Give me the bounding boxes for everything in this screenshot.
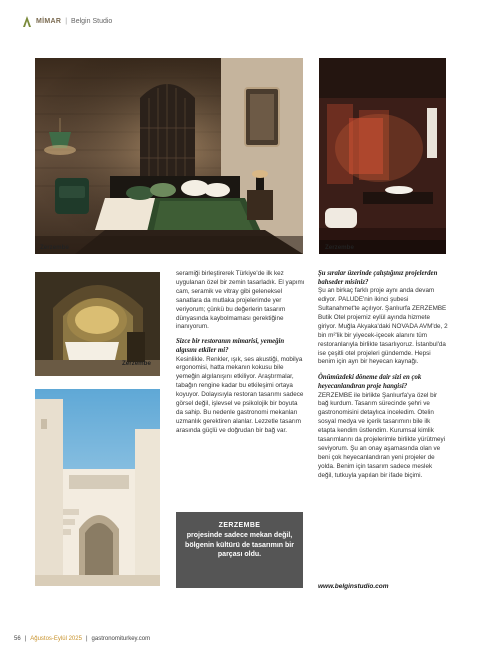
middle-question-1: Sizce bir restoranın mimarisi, yemeğin algısını etkiler mi? [176,338,285,354]
studio-logo-icon [22,15,32,27]
right-question-1: Şu sıralar üzerinde çalıştığınız projelerden bahseder misiniz? [318,270,438,286]
issue-date: Ağustos-Eylül 2025 [30,636,82,642]
page-footer [14,636,150,642]
header-separator: | [65,17,68,25]
magazine-site-link[interactable]: gastronomiturkey.com [91,636,151,642]
pull-quote-body: projesinde sadece mekan değil, bölgenin kültürü de tasarımın bir parçası oldu. [185,532,294,558]
pull-quote-box [176,512,303,588]
section-author: Belgin Studio [71,17,113,25]
main-photo-caption: Zerzembe [40,244,69,251]
right-paragraph-2: ZERZEMBE ile birlikte Şanlıurfa'ya özel bir bağ kurdum. Tasarım sürecinde şehri ve gastronomisini detaylıca inceledim. Otelin sosyal medya ve içerik tasarımını bile ilk etapta kendim üstlendim. Kurumsal kimlik tasarımlarını da projelerimle birlikte yürütmeyi seviyorum. Şu an onay aşamasında olan ve beni çok heyecanlandıran yeni projeler de yolda. Benim için tasarım sadece meslek değil, tutkuyla yapılan bir ifade biçimi. [318,391,446,479]
footer-separator-2: | [85,636,88,642]
pull-quote-title: ZERZEMBE [218,522,261,529]
right-question-2: Önümüzdeki döneme dair sizi en çok heyecanlandıran proje hangisi? [318,374,422,390]
hotel-bedroom-photo [35,58,303,254]
right-photo-caption: Zerzembe [325,244,354,251]
middle-paragraph-2: Kesinlikle. Renkler, ışık, ses akustiği, mobilya ergonomisi, hatta mekanın kokusu bile yemeğin algılanışını etkiliyor. Araştırmalar, tabağın rengine kadar bu etkileşimi ortaya koyuyor. Dolayısıyla restoran tasarımı sadece görsel değil, işlevsel ve psikolojik bir boyuta da sahip. Bu nedenle gastronomi mekanları uzmanlık gerektiren alanlar. Lezzetle tasarım arasında güçlü ve doğrudan bir bağ var. [176,355,304,434]
mid-photo-caption: Zerzembe [122,360,151,367]
right-text-column [318,270,448,481]
courtyard-photo [35,389,160,586]
page-header [22,14,112,28]
right-paragraph-1: Şu an birkaç farklı proje aynı anda devam ediyor. PALUDE'nin ikinci şubesi Sultanahmet'te açılıyor. Şanlıurfa ZERZEMBE Butik Otel projemiz eylül ayında hizmete giriyor. Muğla Akyaka'daki NOVADA AVM'de, 2 bin m²'lik bir yiyecek-içecek alanını tüm restoranlarıyla birlikte tasarlıyoruz. İstanbul'da ise çeşitli otel projeleri gündemde. Hepsi benim için ayrı bir heyecan kaynağı. [318,287,448,366]
middle-text-column [176,270,306,436]
section-category: MİMAR [36,17,62,25]
page-number: 56 [14,636,21,642]
footer-separator: | [24,636,27,642]
studio-website-link[interactable]: www.belginstudio.com [318,583,389,590]
hotel-bathroom-photo [319,58,446,254]
middle-paragraph-1: seramiği birleştirerek Türkiye'de ilk kez uygulanan özel bir zemin tasarladık. El yapımı cam, seramik ve vitray gibi geleneksel sanatlara da mutlaka projelerimde yer veriyorum; çünkü bu değerlerin tasarım dünyasında kaybolmaması gerektiğine inanıyorum. [176,270,305,331]
